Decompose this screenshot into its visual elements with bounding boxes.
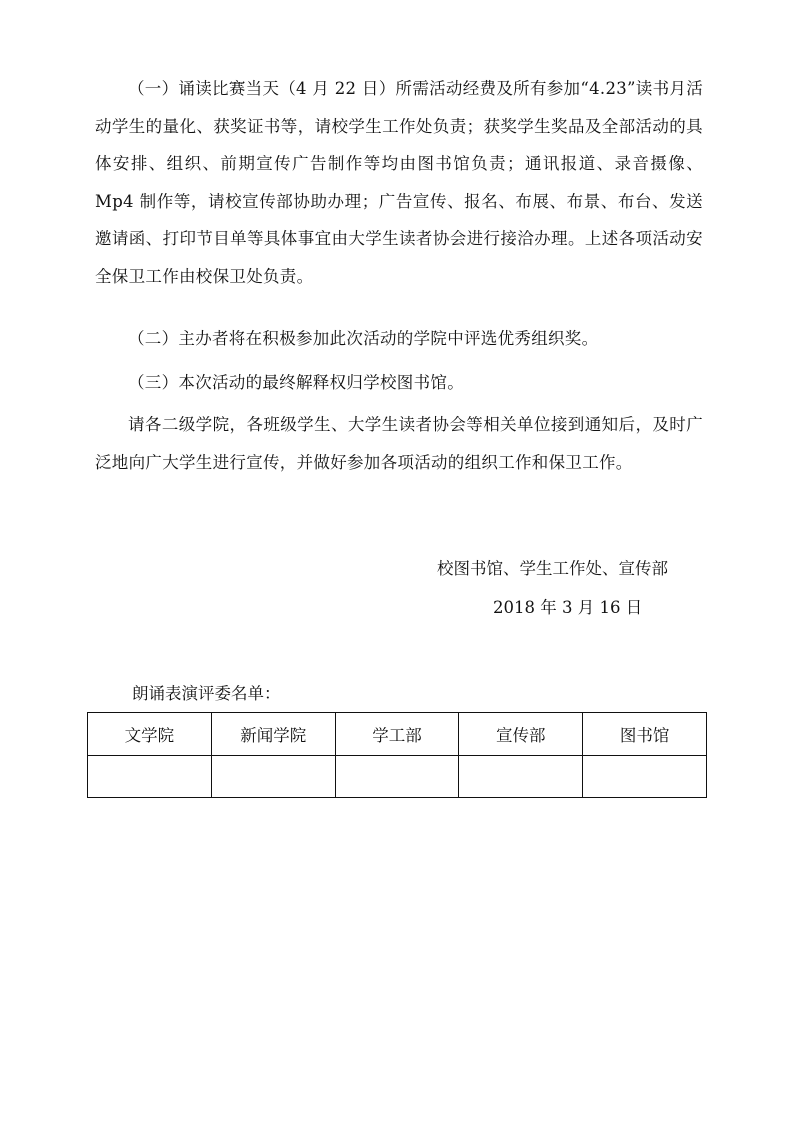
table-header-cell: 新闻学院 xyxy=(211,713,335,756)
table-header-cell: 宣传部 xyxy=(459,713,583,756)
table-cell xyxy=(88,756,212,798)
table-cell xyxy=(583,756,707,798)
paragraph-funding-responsibilities: （一）诵读比赛当天（4 月 22 日）所需活动经费及所有参加“4.23”读书月活动学生的量化、获奖证书等，请校学生工作处负责；获奖学生奖品及全部活动的具体安排、组织、前期宣传广告制作等均由图书馆负责；通讯报道、录音摄像、Mp4 制作等，请校宣传部协助办理；广告宣传、报名、布展、布景、布台、发送邀请函、打印节目单等具体事宜由大学生读者协会进行接洽办理。上述各项活动安全保卫工作由校保卫处负责。 xyxy=(95,79,703,286)
table-header-row xyxy=(88,713,707,756)
paragraph-notice-request: 请各二级学院，各班级学生、大学生读者协会等相关单位接到通知后，及时广泛地向广大学生进行宣传，并做好参加各项活动的组织工作和保卫工作。 xyxy=(95,415,703,472)
table-header-cell: 文学院 xyxy=(88,713,212,756)
table-cell xyxy=(459,756,583,798)
signature-organizations: 校图书馆、学生工作处、宣传部 xyxy=(437,559,668,578)
judges-panel-table xyxy=(87,712,707,798)
signature-date: 2018 年 3 月 16 日 xyxy=(493,598,643,617)
table-row xyxy=(88,756,707,798)
table-header-cell: 图书馆 xyxy=(583,713,707,756)
table-header-cell: 学工部 xyxy=(335,713,459,756)
table-cell xyxy=(211,756,335,798)
paragraph-interpretation-right: （三）本次活动的最终解释权归学校图书馆。 xyxy=(128,373,464,392)
table-cell xyxy=(335,756,459,798)
paragraph-organization-award: （二）主办者将在积极参加此次活动的学院中评选优秀组织奖。 xyxy=(128,329,599,348)
judges-panel-title: 朗诵表演评委名单： xyxy=(132,684,281,703)
